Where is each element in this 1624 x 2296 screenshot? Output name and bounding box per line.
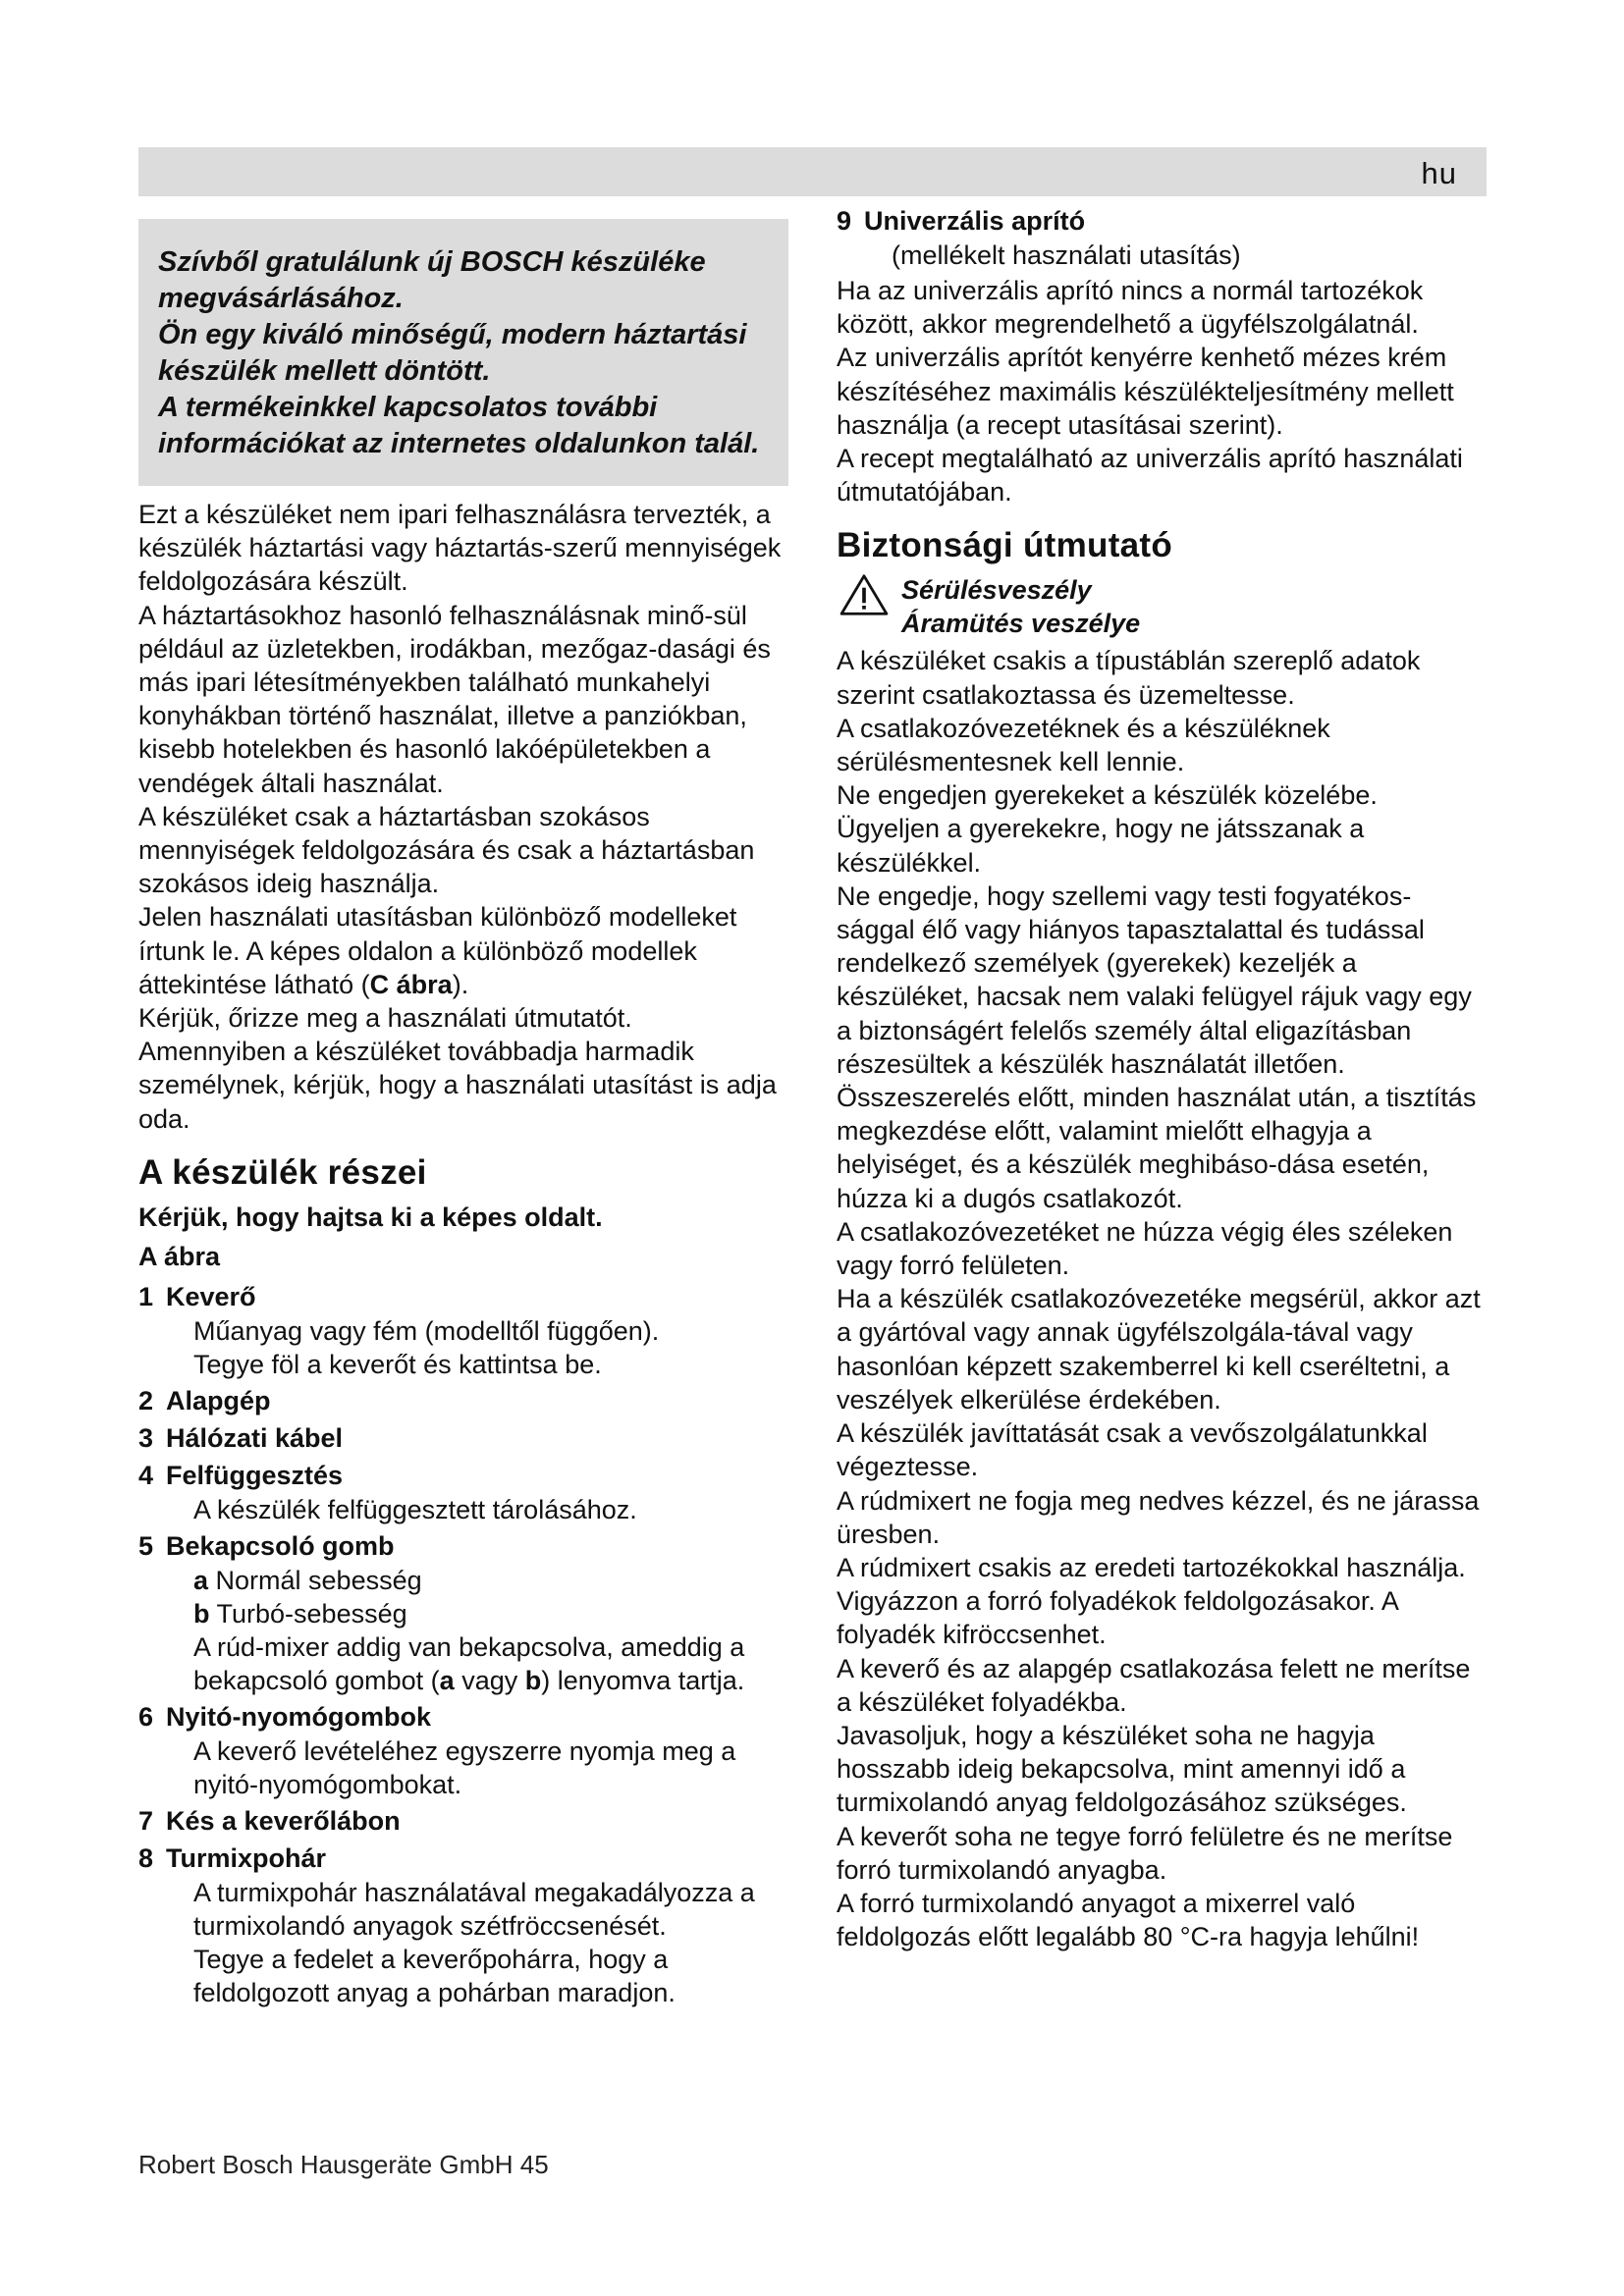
- part-number: 4: [138, 1460, 154, 1490]
- part-number: 8: [138, 1842, 154, 1873]
- part-note: (mellékelt használati utasítás): [892, 240, 1241, 270]
- part-title: Kés a keverőlábon: [166, 1805, 401, 1836]
- part-number: 6: [138, 1701, 154, 1732]
- part-title: Bekapcsoló gomb: [166, 1530, 395, 1561]
- safety-paragraph: Ha a készülék csatlakozóvezetéke megsérül, akkor azt a gyártóval vagy annak ügyfélszolgála-tával vagy hasonlóan képzett szakemberrel ki kell cseréltetni, a veszélyek elkerülése érdekében.: [837, 1284, 1481, 1415]
- part-title: Nyitó-nyomógombok: [166, 1701, 431, 1732]
- part-item: [138, 1528, 788, 1697]
- chopper-paragraph: Ha az univerzális aprító nincs a normál tartozékok között, akkor megrendelhető a ügyfélszolgálatnál.: [837, 276, 1424, 340]
- intro-paragraph: Amennyiben a készüléket továbbadja harmadik személynek, kérjük, hogy a használati utasítást is adja oda.: [138, 1037, 777, 1134]
- models-text-end: ).: [452, 969, 469, 999]
- part-item: [138, 1803, 788, 1839]
- parts-instruction: Kérjük, hogy hajtsa ki a képes oldalt.: [138, 1201, 603, 1232]
- part-number: 2: [138, 1385, 154, 1415]
- safety-paragraph: A rúdmixert ne fogja meg nedves kézzel, és ne járassa üresben.: [837, 1485, 1480, 1549]
- safety-text: [837, 644, 1487, 1953]
- part-number: 1: [138, 1281, 154, 1311]
- safety-paragraph: A rúdmixert csakis az eredeti tartozékokkal használja. Vigyázzon a forró folyadékok feldolgozásakor. A folyadék kifröccsenhet.: [837, 1552, 1466, 1650]
- part-item: [138, 1841, 788, 2009]
- part-item: [138, 1279, 788, 1381]
- safety-paragraph: A készülék javíttatását csak a vevőszolgálatunkkal végeztesse.: [837, 1418, 1428, 1482]
- warning-electric-shock: Áramütés veszélye: [901, 609, 1141, 639]
- part-title: Turmixpohár: [166, 1842, 327, 1873]
- left-column: [138, 201, 788, 2011]
- intro-paragraph: Ezt a készüléket nem ipari felhasználásra tervezték, a készülék háztartási vagy háztartás-szerű mennyiségek feldolgozására készült.: [138, 500, 782, 597]
- part-title: Univerzális aprító: [864, 206, 1086, 236]
- safety-paragraph: A forró turmixolandó anyagot a mixerrel való feldolgozás előtt legalább 80 °C-ra hagyja lehűlni!: [837, 1888, 1420, 1952]
- warning-block: [837, 573, 1487, 640]
- safety-paragraph: A keverő és az alapgép csatlakozása felett ne merítse a készüléket folyadékba.: [837, 1653, 1471, 1717]
- safety-paragraph: A csatlakozóvezetéket ne húzza végig éles széleken vagy forró felületen.: [837, 1216, 1453, 1281]
- safety-paragraph: Ne engedje, hogy szellemi vagy testi fogyatékos-sággal élő vagy hiányos tapasztalattal és tudással rendelkező személyek (gyerekek) kezeljék a készüléket, hacsak nem valaki felügyel rájuk vagy egy a biztonságért felelős személy által eligazításban részesültek a készülék használatát illetően.: [837, 881, 1472, 1079]
- part-desc: Tegye a fedelet a keverőpohárra, hogy a feldolgozott anyag a pohárban maradjon.: [193, 1944, 676, 2007]
- part-title: Hálózati kábel: [166, 1422, 344, 1453]
- warning-injury: Sérülésveszély: [901, 575, 1092, 606]
- models-text: Jelen használati utasításban különböző modelleket írtunk le. A képes oldalon a különböző modellek áttekintése látható (: [138, 902, 737, 999]
- part-title: Felfüggesztés: [166, 1460, 344, 1490]
- part-item: [138, 1458, 788, 1526]
- part-desc: A turmixpohár használatával megakadályozza a turmixolandó anyagok szétfröccsenését.: [193, 1877, 755, 1941]
- part-item: [837, 203, 1487, 272]
- safety-heading: Biztonsági útmutató: [837, 526, 1173, 565]
- part-desc: A rúd-mixer addig van bekapcsolva, ameddig a bekapcsoló gombot (a vagy b) lenyomva tartja.: [193, 1631, 745, 1695]
- intro-info: A termékeinkkel kapcsolatos további információkat az internetes oldalunkon talál.: [158, 392, 760, 459]
- header-bar: [138, 147, 1487, 196]
- chopper-paragraph: A recept megtalálható az univerzális aprító használati útmutatójában.: [837, 444, 1463, 507]
- intro-paragraph: A háztartásokhoz hasonló felhasználásnak minő-sül például az üzletekben, irodákban, mezőgaz-dasági és más ipari létesítményekben található munkahelyi konyhákban történő használat, illetve a panziókban, kisebb hotelekben és hasonló lakóépületekben a vendégek általi használat.: [138, 600, 771, 798]
- safety-paragraph: Összeszerelés előtt, minden használat után, a tisztítás megkezdése előtt, valamint mielőtt elhagyja a helyiséget, és a készülék meghibáso-dása esetén, húzza ki a dugós csatlakozót.: [837, 1083, 1477, 1213]
- safety-paragraph: Javasoljuk, hogy a készüléket soha ne hagyja hosszabb ideig bekapcsolva, mint amennyi idő a turmixolandó anyag feldolgozásához szükséges.: [837, 1720, 1407, 1818]
- intro-paragraph: [138, 900, 788, 1001]
- safety-paragraph: A csatlakozóvezetéknek és a készüléknek sérülésmentesnek kell lennie.: [837, 713, 1330, 777]
- intro-text: [138, 498, 788, 1136]
- part-desc: A készülék felfüggesztett tárolásához.: [193, 1494, 637, 1524]
- part-item: [138, 1699, 788, 1801]
- part-desc: Műanyag vagy fém (modelltől függően).: [193, 1315, 660, 1346]
- safety-paragraph: A készüléket csakis a típustáblán szereplő adatok szerint csatlakoztassa és üzemeltesse.: [837, 646, 1421, 710]
- intro-box: [138, 219, 788, 486]
- right-column: [837, 201, 1487, 1953]
- intro-congrats: Szívből gratulálunk új BOSCH készüléke megvásárlásához.: [158, 246, 706, 314]
- part-desc: Tegye föl a keverőt és kattintsa be.: [193, 1349, 602, 1379]
- part-desc: A keverő levételéhez egyszerre nyomja meg a nyitó-nyomógombokat.: [193, 1735, 736, 1799]
- figure-a-label: A ábra: [138, 1241, 221, 1271]
- part-title: Keverő: [166, 1281, 256, 1311]
- part-item: [138, 1383, 788, 1418]
- intro-quality: Ön egy kiváló minőségű, modern háztartási készülék mellett döntött.: [158, 319, 747, 387]
- speed-option-b: b Turbó-sebesség: [193, 1598, 407, 1629]
- safety-paragraph: Ne engedjen gyerekeket a készülék közelébe.: [837, 780, 1378, 811]
- part-number: 5: [138, 1530, 154, 1561]
- warning-text: [901, 573, 1140, 640]
- language-label: hu: [1421, 156, 1457, 190]
- part-title: Alapgép: [166, 1385, 271, 1415]
- part-number: 3: [138, 1422, 154, 1453]
- intro-paragraph: A készüléket csak a háztartásban szokásos mennyiségek feldolgozására és csak a háztartásban szokásos ideig használja.: [138, 801, 755, 899]
- safety-paragraph: A keverőt soha ne tegye forró felületre és ne merítse forró turmixolandó anyagba.: [837, 1821, 1453, 1885]
- speed-letter-b: b: [193, 1598, 210, 1629]
- parts-heading: A készülék részei: [138, 1152, 427, 1192]
- chopper-paragraph: Az univerzális aprítót kenyérre kenhető mézes krém készítéséhez maximális készülékteljesítmény mellett használja (a recept utasításai szerint).: [837, 343, 1454, 440]
- warning-triangle-icon: [837, 573, 892, 616]
- safety-paragraph: Ügyeljen a gyerekekre, hogy ne játsszanak a készülékkel.: [837, 814, 1365, 878]
- part-number: 9: [837, 206, 852, 236]
- speed-letter-a: a: [193, 1565, 209, 1595]
- page-footer: Robert Bosch Hausgeräte GmbH 45: [138, 2150, 549, 2179]
- part-number: 7: [138, 1805, 154, 1836]
- intro-paragraph: Kérjük, őrizze meg a használati útmutatót.: [138, 1003, 632, 1034]
- part-item: [138, 1420, 788, 1456]
- figure-c-ref: C ábra: [369, 969, 453, 999]
- speed-option-a: a Normál sebesség: [193, 1565, 422, 1595]
